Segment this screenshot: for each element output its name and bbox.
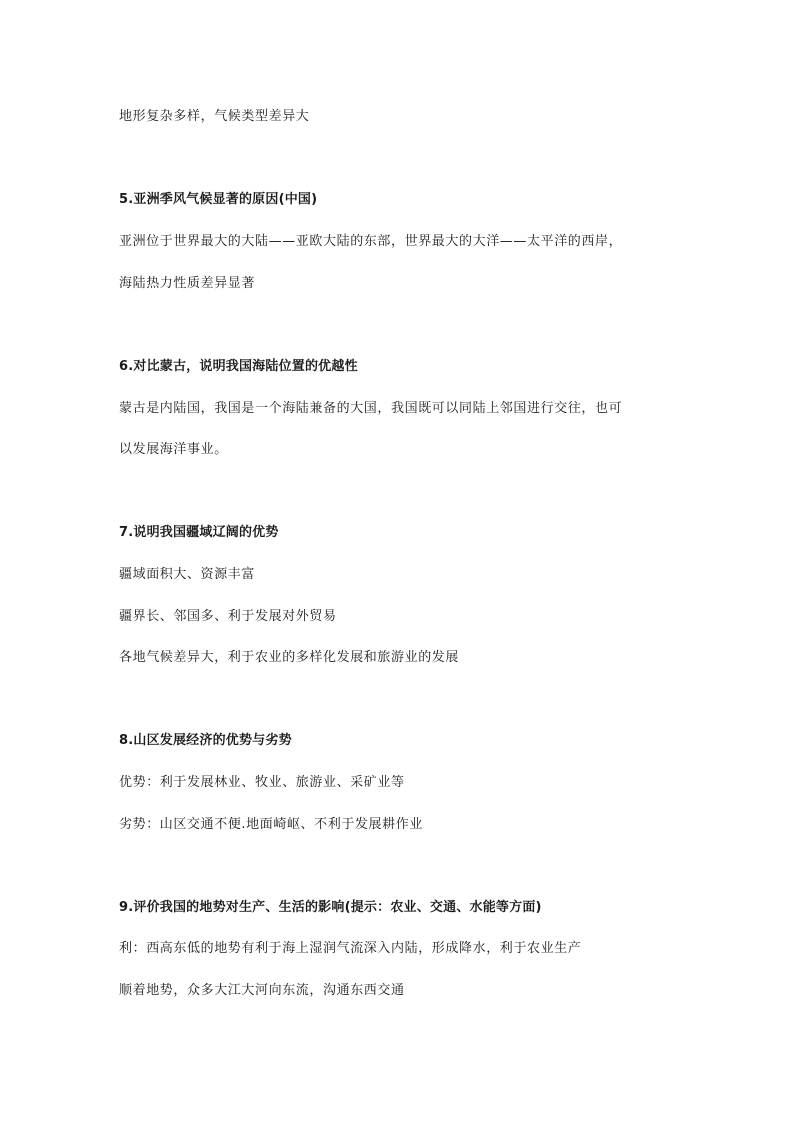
paragraph-line: 利：西高东低的地势有利于海上湿润气流深入内陆，形成降水，利于农业生产: [119, 941, 582, 956]
paragraph-line: 蒙古是内陆国，我国是一个海陆兼备的大国，我国既可以同陆上邻国进行交往，也可: [119, 401, 623, 416]
paragraph-line: 劣势：山区交通不便.地面崎岖、不利于发展耕作业: [119, 817, 423, 832]
paragraph-line: 疆域面积大、资源丰富: [119, 567, 256, 582]
section-heading-8: 8.山区发展经济的优势与劣势: [119, 733, 292, 748]
paragraph-line: 顺着地势，众多大江大河向东流，沟通东西交通: [119, 983, 405, 998]
paragraph-line: 亚洲位于世界最大的大陆——亚欧大陆的东部，世界最大的大洋——太平洋的西岸，: [119, 234, 623, 249]
paragraph-line: 海陆热力性质差异显著: [119, 276, 256, 291]
paragraph-line: 以发展海洋事业。: [119, 442, 228, 457]
paragraph-line: 地形复杂多样，气候类型差异大: [119, 109, 310, 124]
section-heading-6: 6.对比蒙古，说明我国海陆位置的优越性: [119, 359, 358, 374]
section-heading-7: 7.说明我国疆域辽阔的优势: [119, 525, 279, 540]
paragraph-line: 疆界长、邻国多、利于发展对外贸易: [119, 609, 337, 624]
paragraph-line: 各地气候差异大，利于农业的多样化发展和旅游业的发展: [119, 650, 460, 665]
section-heading-9: 9.评价我国的地势对生产、生活的影响(提示：农业、交通、水能等方面): [119, 900, 542, 915]
paragraph-line: 优势：利于发展林业、牧业、旅游业、采矿业等: [119, 775, 405, 790]
section-heading-5: 5.亚洲季风气候显著的原因(中国): [119, 192, 318, 207]
